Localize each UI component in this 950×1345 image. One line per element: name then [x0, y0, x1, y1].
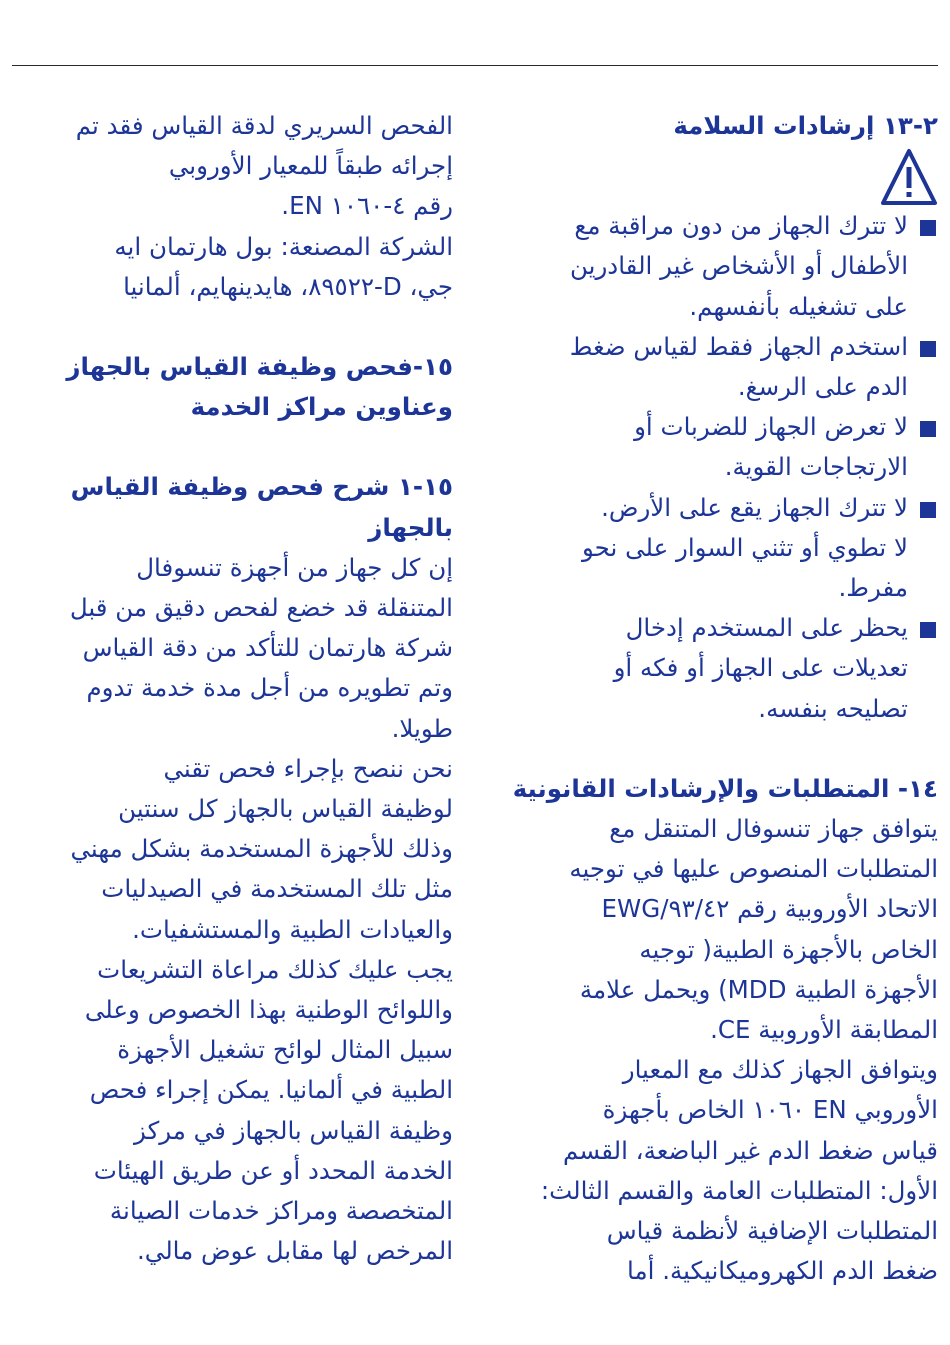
bullet-line: مفرط.	[838, 573, 908, 603]
right-column	[508, 106, 938, 1291]
paragraph-line: مثل تلك المستخدمة في الصيدليات	[101, 874, 453, 904]
bullet-line: تصليحه بنفسه.	[758, 693, 908, 723]
bullet-square-icon	[920, 421, 936, 437]
paragraph-line: الخدمة المحدد أو عن طريق الهيئات	[93, 1155, 453, 1185]
section-15-heading-line2: وعناوين مراكز الخدمة	[190, 392, 453, 422]
paragraph-line: المرخص لها مقابل عوض مالي.	[137, 1236, 453, 1266]
header-rule	[12, 65, 938, 66]
bullet-square-icon	[920, 220, 936, 236]
paragraph-line: إن كل جهاز من أجهزة تنسوفال	[136, 552, 453, 582]
spacer	[508, 729, 938, 769]
paragraph-line: المتنقلة قد خضع لفحص دقيق من قبل	[69, 593, 453, 623]
left-column	[13, 106, 453, 1271]
paragraph-line: طويلا.	[391, 713, 453, 743]
paragraph-line: ويتوافق الجهاز كذلك مع المعيار	[622, 1055, 938, 1085]
paragraph-line: الاتحاد الأوروبية رقم ٩٣/٤٢/EWG	[601, 894, 938, 924]
paragraph-line: المطابقة الأوروبية CE.	[710, 1015, 938, 1045]
bullet-line: الأطفال أو الأشخاص غير القادرين	[570, 251, 908, 281]
paragraph-line: نحن ننصح بإجراء فحص تقني	[163, 753, 453, 783]
spacer	[13, 427, 453, 467]
paragraph-line: رقم ٤-١٠٦٠ EN.	[281, 191, 453, 221]
paragraph-line: ضغط الدم الكهروميكانيكية. أما	[627, 1256, 938, 1286]
warning-sign	[508, 146, 938, 206]
section-15-1-heading: ١٥-١ شرح فحص وظيفة القياس	[70, 472, 453, 502]
safety-bullet	[508, 206, 938, 246]
warning-triangle-icon	[880, 148, 938, 206]
paragraph-line: وتم تطويره من أجل مدة خدمة تدوم	[86, 673, 453, 703]
paragraph-line: والعيادات الطبية والمستشفيات.	[132, 914, 453, 944]
paragraph-line: الطبية في ألمانيا. يمكن إجراء فحص	[89, 1075, 453, 1105]
bullet-line: لا تطوي أو تثني السوار على نحو	[582, 532, 908, 562]
paragraph-line: وظيفة القياس بالجهاز في مركز	[134, 1115, 453, 1145]
bullet-line: تعديلات على الجهاز أو فكه أو	[613, 653, 908, 683]
bullet-line: الدم على الرسغ.	[737, 372, 908, 402]
bullet-line: على تشغيله بأنفسهم.	[689, 291, 908, 321]
paragraph-line: قياس ضغط الدم غير الباضعة، القسم	[563, 1135, 938, 1165]
paragraph-line: الخاص بالأجهزة الطبية( توجيه	[639, 934, 938, 964]
paragraph-line: لوظيفة القياس بالجهاز كل سنتين	[118, 794, 453, 824]
paragraph-line: جي، D-٨٩٥٢٢، هايدينهايم، ألمانيا	[123, 271, 453, 301]
paragraph-line: الأجهزة الطبية MDD) ويحمل علامة	[579, 974, 938, 1004]
safety-bullet	[508, 327, 938, 367]
section-15-1-heading-line2: بالجهاز	[368, 512, 453, 542]
safety-bullet	[508, 407, 938, 447]
section-14-heading: ١٤- المتطلبات والإرشادات القانونية	[512, 773, 938, 803]
bullet-line: استخدم الجهاز فقط لقياس ضغط	[569, 331, 908, 361]
paragraph-line: الأوروبي EN ١٠٦٠ الخاص بأجهزة	[602, 1095, 938, 1125]
spacer	[13, 307, 453, 347]
paragraph-line: واللوائح الوطنية بهذا الخصوص وعلى	[84, 995, 453, 1025]
paragraph-line: المتخصصة ومراكز خدمات الصيانة	[109, 1196, 453, 1226]
bullet-line: الارتجاجات القوية.	[724, 452, 908, 482]
safety-bullet	[508, 608, 938, 648]
paragraph-line: المتطلبات الإضافية لأنظمة قياس	[606, 1216, 938, 1246]
paragraph-line: الشركة المصنعة: بول هارتمان ايه	[114, 231, 453, 261]
bullet-square-icon	[920, 341, 936, 357]
paragraph-line: يجب عليك كذلك مراعاة التشريعات	[97, 954, 453, 984]
paragraph-line: الفحص السريري لدقة القياس فقد تم	[75, 111, 453, 140]
bullet-square-icon	[920, 622, 936, 638]
bullet-line: يحظر على المستخدم إدخال	[625, 613, 908, 643]
bullet-line: لا تترك الجهاز من دون مراقبة مع	[574, 211, 908, 241]
paragraph-line: سبيل المثال لوائح تشغيل الأجهزة	[117, 1035, 453, 1065]
paragraph-line: وذلك للأجهزة المستخدمة بشكل مهني	[70, 834, 453, 864]
section-13-heading: ٢-١٣ إرشادات السلامة	[673, 111, 938, 140]
safety-bullet	[508, 488, 938, 528]
bullet-line: لا تعرض الجهاز للضربات أو	[634, 412, 908, 442]
paragraph-line: المتطلبات المنصوص عليها في توجيه	[569, 854, 938, 884]
paragraph-line: يتوافق جهاز تنسوفال المتنقل مع	[609, 814, 938, 844]
paragraph-line: الأول: المتطلبات العامة والقسم الثالث:	[540, 1175, 938, 1205]
section-15-heading: ١٥-فحص وظيفة القياس بالجهاز	[66, 352, 453, 382]
bullet-square-icon	[920, 502, 936, 518]
paragraph-line: إجرائه طبقاً للمعيار الأوروبي	[168, 151, 453, 181]
bullet-line: لا تترك الجهاز يقع على الأرض.	[601, 492, 908, 522]
paragraph-line: شركة هارتمان للتأكد من دقة القياس	[82, 633, 453, 663]
